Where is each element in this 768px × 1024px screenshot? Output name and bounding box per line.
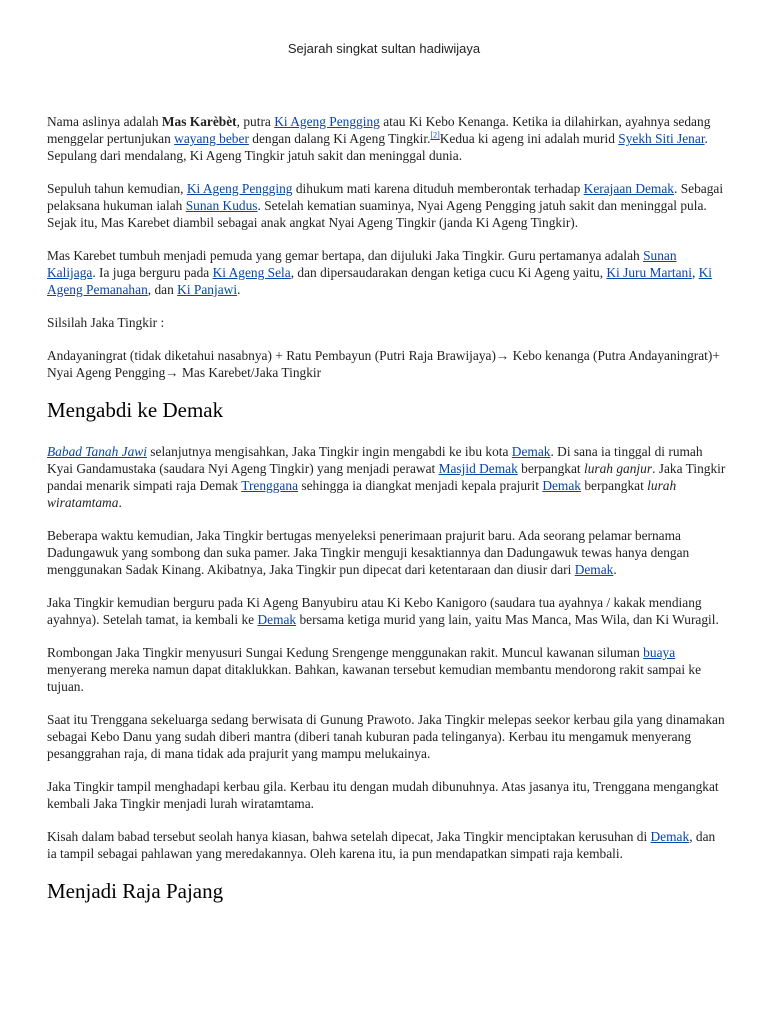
paragraph-execution [47, 180, 727, 231]
paragraph-kiasan [47, 828, 727, 862]
document-title: Sejarah singkat sultan hadiwijaya [287, 41, 481, 56]
link-ki-ageng-sela[interactable]: Ki Ageng Sela [212, 265, 291, 280]
text: berpangkat [580, 478, 648, 493]
link-trenggana[interactable]: Trenggana [241, 478, 299, 493]
bold-name: Mas Karèbèt [161, 114, 237, 129]
text: Mas Karebet tumbuh menjadi pemuda yang gemar bertapa, dan dijuluki Jaka Tingkir. Guru pertamanya adalah [47, 248, 644, 263]
link-buaya[interactable]: buaya [643, 645, 676, 660]
link-wayang-beber[interactable]: wayang beber [174, 131, 249, 146]
text: , [691, 265, 699, 280]
italic-term: lurah wiratamtama [47, 478, 677, 510]
text: menyerang mereka namun dapat ditaklukkan. Bahkan, kawanan tersebut kemudian membantu mendorong rakit sampai ke tujuan. [47, 662, 702, 694]
link-demak[interactable]: Demak [257, 612, 297, 627]
link-demak[interactable]: Demak [650, 829, 690, 844]
text: Nama aslinya adalah [47, 114, 162, 129]
paragraph-youth [47, 247, 727, 298]
link-ki-ageng-pengging[interactable]: Ki Ageng Pengging [186, 181, 293, 196]
text: Kedua ki ageng ini adalah murid [439, 131, 619, 146]
link-ki-juru-martani[interactable]: Ki Juru Martani [606, 265, 692, 280]
text: , dan ia tampil sebagai pahlawan yang meredakannya. Oleh karena itu, ia pun mendapatkan simpati raja kembali. [47, 829, 716, 861]
paragraph-silsilah-label: Silsilah Jaka Tingkir : [47, 315, 165, 330]
text: . Di sana ia tinggal di rumah Kyai Gandamustaka (saudara Nyi Ageng Tingkir) yang menjadi perawat [47, 444, 703, 476]
link-ki-ageng-pemanahan[interactable]: Ki Ageng Pemanahan [47, 265, 713, 297]
text: . [237, 282, 241, 297]
text: berpangkat [517, 461, 584, 476]
section-heading-mengabdi: Mengabdi ke Demak [47, 398, 224, 422]
text: Jaka Tingkir kemudian berguru pada Ki Ageng Banyubiru atau Ki Kebo Kanigoro (saudara tua ayahnya / kakak mendiang ayahnya). Setelah tamat, ia kembali ke [47, 595, 702, 627]
text: atau Ki Kebo Kenanga. Ketika ia dilahirkan, ayahnya sedang menggelar pertunjukan [47, 114, 711, 146]
text: Rombongan Jaka Tingkir menyusuri Sungai Kedung Srengenge menggunakan rakit. Muncul kawanan siluman [47, 645, 644, 660]
paragraph-prawoto: Saat itu Trenggana sekeluarga sedang berwisata di Gunung Prawoto. Jaka Tingkir melepas seekor kerbau gila yang dinamakan sebagai Kebo Danu yang sudah diberi mantra (diberi tanah kuburan pada telinganya). Kerbau itu mengamuk menyerang pesanggrahan raja, di mana tidak ada prajurit yang mampu melukainya. [47, 712, 725, 761]
link-babad-tanah-jawi[interactable]: Babad Tanah Jawi [47, 444, 147, 459]
link-ki-panjawi[interactable]: Ki Panjawi [177, 282, 238, 297]
text: , dan dipersaudarakan dengan ketiga cucu Ki Ageng yaitu, [290, 265, 607, 280]
link-ki-ageng-pengging[interactable]: Ki Ageng Pengging [274, 114, 380, 129]
paragraph-rombongan [47, 644, 727, 695]
paragraph-banyubiru [47, 594, 727, 628]
text: dengan dalang Ki Ageng Tingkir. [248, 131, 431, 146]
reference-link[interactable]: [2] [430, 130, 440, 140]
section-heading-raja-pajang: Menjadi Raja Pajang [47, 879, 224, 903]
link-masjid-demak[interactable]: Masjid Demak [438, 461, 518, 476]
italic-term: lurah ganjur [583, 461, 653, 476]
text: . Jaka Tingkir pandai menarik simpati raja Demak [47, 461, 726, 493]
link-sunan-kudus[interactable]: Sunan Kudus [185, 198, 258, 213]
article-body [47, 113, 727, 924]
paragraph-intro [47, 113, 727, 164]
paragraph-babad [47, 443, 727, 511]
paragraph-kerbau: Jaka Tingkir tampil menghadapi kerbau gila. Kerbau itu dengan mudah dibunuhnya. Atas jasanya itu, Trenggana mengangkat kembali Jaka Tingkir menjadi lurah wiratamtama. [47, 779, 719, 811]
text: . Setelah kematian suaminya, Nyai Ageng Pengging jatuh sakit dan meninggal pula. Sejak itu, Mas Karebet diambil sebagai anak angkat Nyai Ageng Tingkir (janda Ki Ageng Tingkir). [47, 198, 707, 230]
text: dihukum mati karena dituduh memberontak terhadap [292, 181, 584, 196]
text: , putra [236, 114, 275, 129]
link-demak[interactable]: Demak [511, 444, 551, 459]
link-demak[interactable]: Demak [542, 478, 581, 493]
text: Kisah dalam babad tersebut seolah hanya kiasan, bahwa setelah dipecat, Jaka Tingkir menciptakan kerusuhan di [47, 829, 651, 844]
text: . Ia juga berguru pada [92, 265, 213, 280]
text: , dan [147, 282, 178, 297]
link-sunan-kalijaga[interactable]: Sunan Kalijaga [47, 248, 677, 280]
text: Sepuluh tahun kemudian, [47, 181, 187, 196]
paragraph-dadungawuk [47, 527, 727, 578]
link-demak[interactable]: Demak [574, 562, 614, 577]
text: . Sepulang dari mendalang, Ki Ageng Tingkir jatuh sakit dan meninggal dunia. [47, 131, 708, 163]
link-kerajaan-demak[interactable]: Kerajaan Demak [583, 181, 674, 196]
text: bersama ketiga murid yang lain, yaitu Mas Manca, Mas Wila, dan Ki Wuragil. [296, 612, 719, 627]
link-syekh-siti-jenar[interactable]: Syekh Siti Jenar [618, 131, 705, 146]
text: . Sebagai pelaksana hukuman ialah [47, 181, 724, 213]
text: selanjutnya mengisahkan, Jaka Tingkir ingin mengabdi ke ibu kota [146, 444, 512, 459]
text: . [118, 495, 122, 510]
paragraph-silsilah: Andayaningrat (tidak diketahui nasabnya) + Ratu Pembayun (Putri Raja Brawijaya)→ Kebo kenanga (Putra Andayaningrat)+ Nyai Ageng Pengging→ Mas Karebet/Jaka Tingkir [47, 348, 720, 380]
text: sehingga ia diangkat menjadi kepala prajurit [298, 478, 543, 493]
text: . [613, 562, 617, 577]
text: Beberapa waktu kemudian, Jaka Tingkir bertugas menyeleksi penerimaan prajurit baru. Ada seorang pelamar bernama Dadungawuk yang sombong dan suka pamer. Jaka Tingkir menguji kesaktiannya dan Dadungawuk tewas hanya dengan menggunakan Sadak Kinang. Akibatnya, Jaka Tingkir pun dipecat dari ketentaraan dan diusir dari [47, 528, 690, 577]
